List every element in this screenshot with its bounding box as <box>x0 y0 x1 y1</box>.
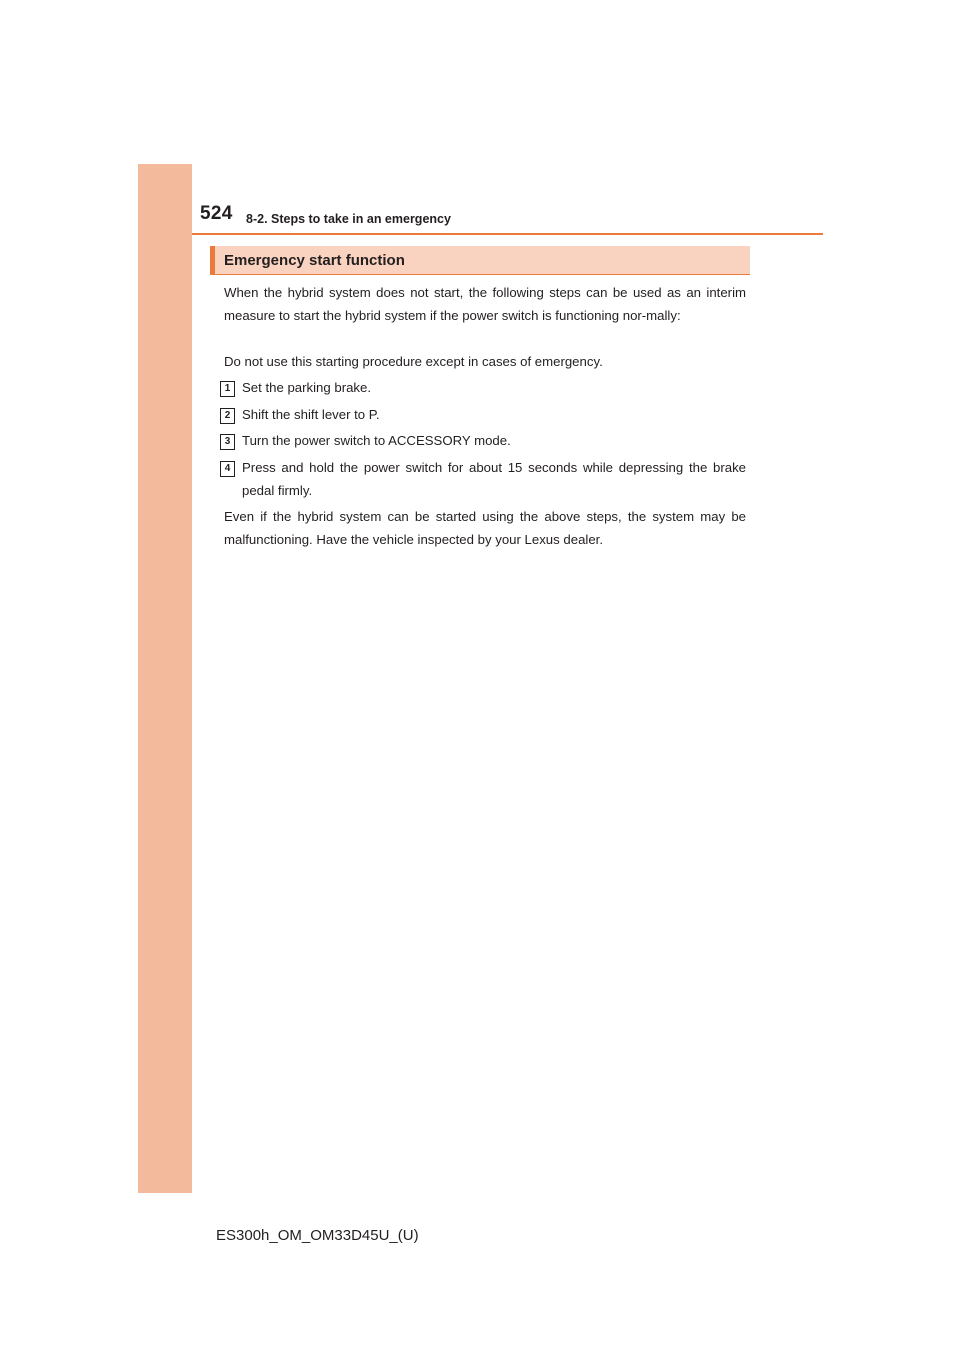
step-text: Shift the shift lever to P. <box>242 407 380 422</box>
step-number-badge: 3 <box>220 434 235 450</box>
step-number-badge: 4 <box>220 461 235 477</box>
step-text: Set the parking brake. <box>242 380 372 395</box>
document-code: ES300h_OM_OM33D45U_(U) <box>216 1227 419 1244</box>
section-heading-box <box>210 246 750 275</box>
page-number: 524 <box>200 203 233 224</box>
chapter-side-band <box>138 164 192 1193</box>
step-text: Press and hold the power switch for about 15 seconds while depressing the brake pedal firmly. <box>242 460 746 498</box>
emergency-note: Do not use this starting procedure except in cases of emergency. <box>224 354 603 369</box>
step-number-badge: 1 <box>220 381 235 397</box>
step-text: Turn the power switch to ACCESSORY mode. <box>242 433 511 448</box>
section-title: 8-2. Steps to take in an emergency <box>246 212 451 226</box>
heading-accent-bar <box>210 246 215 274</box>
step-number-badge: 2 <box>220 408 235 424</box>
header-rule <box>192 233 823 235</box>
intro-paragraph: When the hybrid system does not start, the following steps can be used as an interim measure to start the hybrid system if the power switch is functioning nor-mally: <box>224 285 746 323</box>
closing-paragraph: Even if the hybrid system can be started using the above steps, the system may be malfunctioning. Have the vehicle inspected by your Lexus dealer. <box>224 509 746 547</box>
section-heading: Emergency start function <box>224 252 405 269</box>
